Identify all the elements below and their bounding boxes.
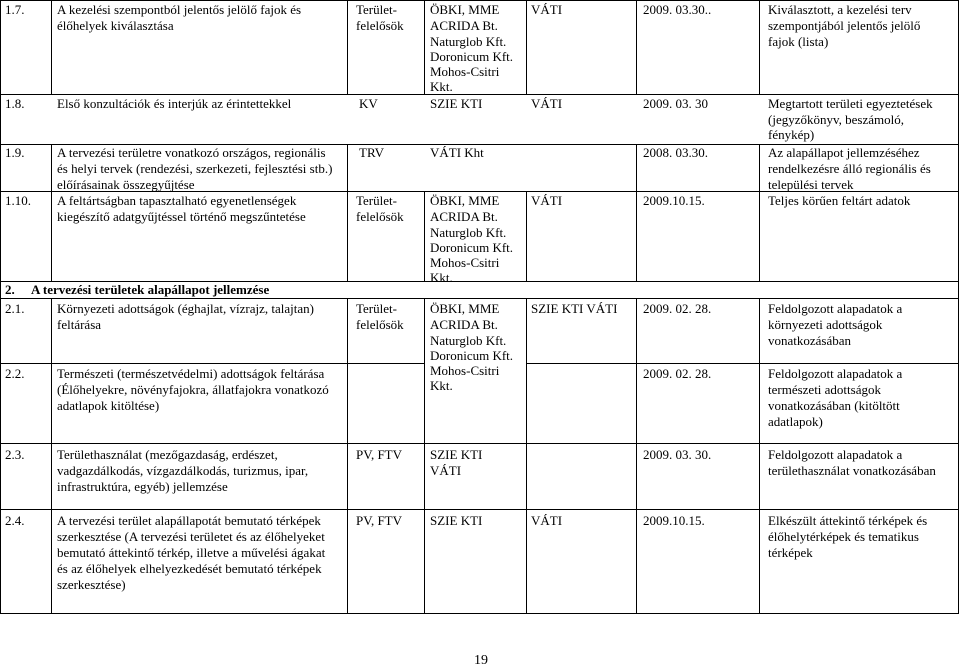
rule-col-resp [424, 191, 425, 281]
deadline-text: 2009.10.15. [643, 193, 705, 208]
row-number: 2.4. [5, 513, 25, 528]
deadline-text: 2009. 02. 28. [643, 366, 712, 381]
result-text: Feldolgozott alapadatok a [768, 301, 903, 316]
participant-text: Mohos-Csitri [430, 64, 500, 79]
rule-col-part [526, 191, 527, 281]
row-number: 2.3. [5, 447, 25, 462]
rule-col-left [0, 0, 1, 614]
task-text: szerkesztése (A tervezési területet és az élőhelyeket [57, 529, 325, 544]
rule-col-date [759, 0, 760, 94]
rule-col-num [51, 0, 52, 94]
result-text: Elkészült áttekintő térképek és [768, 513, 928, 528]
rule-col-resp [424, 0, 425, 94]
rule-col-resp [424, 298, 425, 614]
result-text: szempontjából jelentős jelölő [768, 18, 921, 33]
task-text: adatlapok kitöltése) [57, 398, 160, 413]
result-text: fajok (lista) [768, 34, 829, 49]
rule-col-ctrl [636, 0, 637, 94]
section-title: A tervezési területek alapállapot jellemzése [31, 282, 270, 297]
task-text: kiegészítő adatgyűjtéssel történő megszűntetése [57, 209, 306, 224]
participant-text: ACRIDA Bt. [430, 317, 498, 332]
task-text: feltárása [57, 317, 102, 332]
control-text: VÁTI [531, 96, 563, 111]
deadline-text: 2008. 03.30. [643, 145, 708, 160]
rule-col-date [759, 144, 760, 281]
result-text: élőhelytérképek és tematikus [768, 529, 919, 544]
task-text: infrastruktúra, egyéb) jellemzése [57, 479, 228, 494]
task-text: és helyi tervek (rendezési, szerkezeti, fejlesztési stb.) [57, 161, 333, 176]
participant-text: Doronicum Kft. [430, 49, 514, 64]
result-text: Feldolgozott alapadatok a [768, 447, 903, 462]
task-text: szerkesztése) [57, 577, 126, 592]
participant-text: ÖBKI, MME [430, 301, 500, 316]
responsible-text: Terület- [356, 193, 397, 208]
result-text: területhasználat vonatkozásában [768, 463, 936, 478]
responsible-text: PV, FTV [356, 447, 403, 462]
result-text: adatlapok) [768, 414, 823, 429]
participant-text: ÖBKI, MME [430, 2, 500, 17]
rule-col-ctrl [636, 298, 637, 614]
rule-col-date [759, 298, 760, 614]
participant-text: Mohos-Csitri [430, 255, 500, 270]
responsible-text: felelősök [356, 317, 404, 332]
task-text: Első konzultációk és interjúk az érintettekkel [57, 96, 292, 111]
result-text: Az alapállapot jellemzéséhez [768, 145, 920, 160]
deadline-text: 2009. 03. 30. [643, 447, 712, 462]
rule-top [0, 0, 959, 1]
row-number: 2.2. [5, 366, 25, 381]
task-text: (Élőhelyekre, növényfajokra, állatfajokra vonatkozó [57, 382, 329, 397]
task-text: A kezelési szempontból jelentős jelölő fajok és [57, 2, 302, 17]
result-text: Feldolgozott alapadatok a [768, 366, 903, 381]
responsible-text: KV [359, 96, 378, 111]
page-number: 19 [474, 653, 488, 668]
responsible-text: felelősök [356, 18, 404, 33]
deadline-text: 2009. 03. 30 [643, 96, 708, 111]
participant-text: Doronicum Kft. [430, 240, 514, 255]
participant-text: SZIE KTI [430, 447, 483, 462]
result-text: Kiválasztott, a kezelési terv [768, 2, 912, 17]
responsible-text: felelősök [356, 209, 404, 224]
task-text: élőhelyek kiválasztása [57, 18, 174, 33]
participant-text: Doronicum Kft. [430, 348, 514, 363]
task-text: Természeti (természetvédelmi) adottságok feltárása [57, 366, 325, 381]
responsible-text: PV, FTV [356, 513, 403, 528]
task-text: bemutató áttekintő térkép, illetve a művelési ágakat [57, 545, 326, 560]
row-number: 1.10. [5, 193, 31, 208]
row-number: 1.8. [5, 96, 25, 111]
task-text: A feltártságban tapasztalható egyenetlenségek [57, 193, 297, 208]
task-text: A tervezési területre vonatkozó országos, regionális [57, 145, 326, 160]
result-text: vonatkozásában [768, 333, 852, 348]
result-text: fénykép) [768, 127, 815, 142]
control-text: SZIE KTI VÁTI [531, 301, 618, 316]
task-text: vadgazdálkodás, vízgazdálkodás, turizmus, ipar, [57, 463, 309, 478]
control-text: VÁTI [531, 2, 563, 17]
row-number: 1.7. [5, 2, 25, 17]
rule-col-ctrl [636, 144, 637, 281]
responsible-text: Terület- [356, 2, 397, 17]
participant-text: ACRIDA Bt. [430, 209, 498, 224]
task-text: és az élőhelyek elhelyezkedését bemutató térképek [57, 561, 322, 576]
participant-text: SZIE KTI [430, 513, 483, 528]
participant-text: Naturglob Kft. [430, 333, 507, 348]
rule-col-part [526, 298, 527, 614]
deadline-text: 2009.10.15. [643, 513, 705, 528]
control-text: VÁTI [531, 513, 563, 528]
deadline-text: 2009. 03.30.. [643, 2, 712, 17]
rule-col-task [347, 0, 348, 94]
result-text: vonatkozásában (kitöltött [768, 398, 900, 413]
rule-row-2-1-bottom-right [526, 363, 959, 364]
participant-text: Kkt. [430, 270, 453, 285]
rule-row-2-3-bottom [0, 509, 959, 510]
control-text: VÁTI [531, 193, 563, 208]
row-number: 2.1. [5, 301, 25, 316]
participant-text: Naturglob Kft. [430, 34, 507, 49]
task-text: A tervezési terület alapállapotát bemutató térképek [57, 513, 321, 528]
rule-row-2-2-bottom [0, 443, 959, 444]
rule-col-num [51, 298, 52, 614]
participant-text: Kkt. [430, 378, 453, 393]
result-text: természeti adottságok [768, 382, 881, 397]
result-text: térképek [768, 545, 813, 560]
participant-text: Mohos-Csitri [430, 363, 500, 378]
rule-row-1-7-bottom [0, 94, 959, 95]
rule-row-2-1-bottom [0, 363, 424, 364]
result-text: Megtartott területi egyeztetések [768, 96, 933, 111]
result-text: települési tervek [768, 177, 854, 192]
rule-col-task [347, 298, 348, 614]
responsible-text: Terület- [356, 301, 397, 316]
task-text: előírásainak összegyűjtése [57, 177, 195, 192]
section-number: 2. [5, 282, 15, 297]
participant-text: ÖBKI, MME [430, 193, 500, 208]
participant-text: SZIE KTI [430, 96, 483, 111]
participant-text: VÁTI Kht [430, 145, 484, 160]
participant-text: Kkt. [430, 79, 453, 94]
participant-text: VÁTI [430, 463, 462, 478]
rule-bottom [0, 613, 959, 614]
deadline-text: 2009. 02. 28. [643, 301, 712, 316]
result-text: Teljes körűen feltárt adatok [768, 193, 911, 208]
participant-text: Naturglob Kft. [430, 225, 507, 240]
participant-text: ACRIDA Bt. [430, 18, 498, 33]
task-text: Területhasználat (mezőgazdaság, erdészet, [57, 447, 278, 462]
rule-col-task [347, 144, 348, 281]
rule-col-num [51, 144, 52, 281]
task-text: Környezeti adottságok (éghajlat, vízrajz, talajtan) [57, 301, 314, 316]
responsible-text: TRV [359, 145, 384, 160]
row-number: 1.9. [5, 145, 25, 160]
result-text: környezeti adottságok [768, 317, 883, 332]
result-text: (jegyzőkönyv, beszámoló, [768, 112, 904, 127]
rule-col-part [526, 0, 527, 94]
result-text: rendelkezésre álló regionális és [768, 161, 931, 176]
